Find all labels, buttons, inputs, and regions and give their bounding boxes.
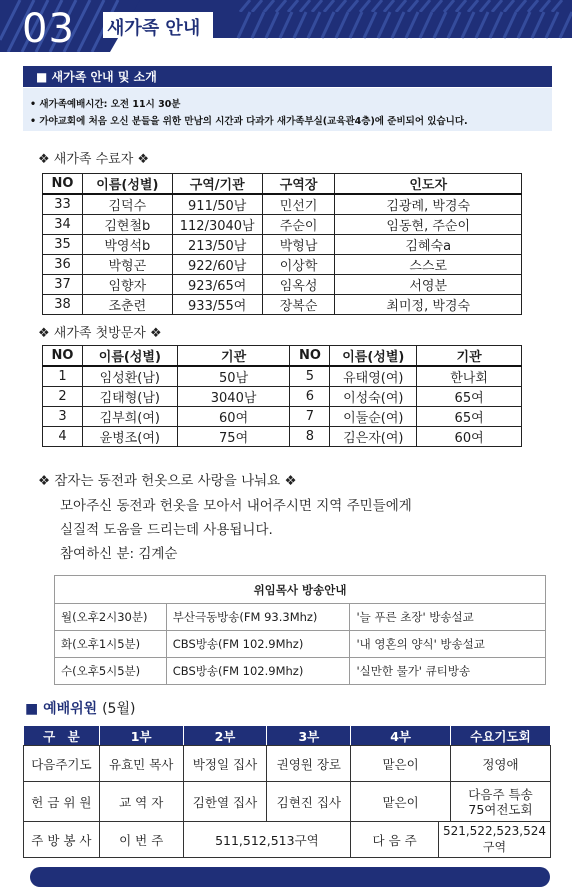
table-cell: 8	[290, 427, 330, 447]
table-cell: 윤병조(여)	[82, 427, 177, 447]
table-cell: 34	[43, 215, 83, 235]
table-cell: 60여	[177, 407, 290, 427]
table-cell: 김태형(남)	[82, 387, 177, 407]
table-cell: 김혜숙a	[335, 235, 522, 255]
table-cell: 33	[43, 194, 83, 215]
table-cell: 2	[43, 387, 83, 407]
table-cell: 75여	[177, 427, 290, 447]
footer-bar	[30, 867, 550, 887]
table-cell: 923/65여	[172, 275, 262, 295]
table-cell: 5	[290, 366, 330, 387]
col-header: NO	[43, 174, 83, 195]
table-cell: 교 역 자	[99, 782, 183, 822]
section-number: 03	[22, 6, 75, 52]
table-cell: 933/55여	[172, 295, 262, 315]
special-song: 다음주 특송	[468, 786, 533, 802]
broadcast-time: 월(오후2시30분)	[55, 604, 167, 631]
table-cell: 권영원 장로	[267, 746, 351, 782]
table-cell: 박영석b	[82, 235, 172, 255]
table-cell: 맡은이	[351, 782, 451, 822]
table-cell: 36	[43, 255, 83, 275]
info-line: • 가야교회에 처음 오신 분들을 위한 만남의 시간과 다과가 새가족부실(교육관4층)에 준비되어 있습니다.	[30, 116, 468, 127]
table-cell: 박정일 집사	[183, 746, 267, 782]
table-cell: 김부희(여)	[82, 407, 177, 427]
table-cell: 65여	[417, 387, 522, 407]
table-cell: 김현철b	[82, 215, 172, 235]
special-song-group: 75여전도회	[468, 801, 533, 817]
table-cell: 유효민 목사	[99, 746, 183, 782]
table-cell: 임향자	[82, 275, 172, 295]
table-cell: 박형곤	[82, 255, 172, 275]
table-cell: 임성환(남)	[82, 366, 177, 387]
row-label: 주 방 봉 사	[24, 822, 100, 858]
col-header: 구역장	[262, 174, 335, 195]
broadcast-station: 부산극동방송(FM 93.3Mhz)	[166, 604, 350, 631]
visitors-title: ❖ 새가족 첫방문자 ❖	[38, 326, 162, 341]
info-heading: ■ 새가족 안내 및 소개	[36, 70, 157, 84]
table-cell: 서영분	[335, 275, 522, 295]
graduates-title: ❖ 새가족 수료자 ❖	[38, 152, 150, 167]
table-cell: 60여	[417, 427, 522, 447]
table-cell: 6	[290, 387, 330, 407]
table-cell: 3040남	[177, 387, 290, 407]
broadcast-table	[54, 575, 546, 685]
col-header: 기관	[177, 346, 290, 367]
col-header: 이름(성별)	[82, 174, 172, 195]
table-cell: 65여	[417, 407, 522, 427]
table-cell: 맡은이	[351, 746, 451, 782]
page-title: 새가족 안내	[107, 18, 201, 39]
graduates-table	[42, 173, 522, 315]
committee-title-text: ■ 예배위원	[25, 701, 98, 717]
table-cell: 922/60남	[172, 255, 262, 275]
table-cell: 유태영(여)	[330, 366, 417, 387]
col-header: 2부	[183, 726, 267, 746]
table-cell: 521,522,523,524구역	[438, 822, 550, 858]
info-line: • 새가족예배시간: 오전 11시 30분	[30, 99, 181, 110]
table-cell: 35	[43, 235, 83, 255]
table-cell: 213/50남	[172, 235, 262, 255]
table-cell: 주순이	[262, 215, 335, 235]
table-cell: 임동현, 주순이	[335, 215, 522, 235]
table-cell: 4	[43, 427, 83, 447]
col-header: 수요기도회	[450, 726, 550, 746]
col-header: NO	[290, 346, 330, 367]
table-cell: 정영애	[450, 746, 550, 782]
header-banner	[0, 0, 572, 52]
col-header: 4부	[351, 726, 451, 746]
committee-table	[23, 725, 551, 858]
broadcast-station: CBS방송(FM 102.9Mhz)	[166, 631, 350, 658]
broadcast-program: '실만한 물가' 큐티방송	[350, 658, 546, 685]
table-cell: 이상학	[262, 255, 335, 275]
offering-line: 참여하신 분: 김계순	[60, 546, 178, 562]
row-label: 헌 금 위 원	[24, 782, 100, 822]
col-header: 기관	[417, 346, 522, 367]
table-cell: 511,512,513구역	[183, 822, 351, 858]
row-label: 다음주기도	[24, 746, 100, 782]
table-cell: 37	[43, 275, 83, 295]
table-cell: 911/50남	[172, 194, 262, 215]
table-cell: 스스로	[335, 255, 522, 275]
broadcast-program: '늘 푸른 초장' 방송설교	[350, 604, 546, 631]
broadcast-program: '내 영혼의 양식' 방송설교	[350, 631, 546, 658]
col-header: 3부	[267, 726, 351, 746]
col-header: NO	[43, 346, 83, 367]
table-cell: 이둘순(여)	[330, 407, 417, 427]
broadcast-time: 화(오후1시5분)	[55, 631, 167, 658]
table-cell: 이 번 주	[99, 822, 183, 858]
offering-line: 실질적 도움을 드리는데 사용됩니다.	[60, 522, 273, 538]
table-cell: 한나회	[417, 366, 522, 387]
visitors-table	[42, 345, 522, 447]
table-cell: 38	[43, 295, 83, 315]
broadcast-title: 위임목사 방송안내	[55, 576, 546, 604]
col-header: 이름(성별)	[330, 346, 417, 367]
table-cell: 민선기	[262, 194, 335, 215]
table-cell: 김광례, 박경숙	[335, 194, 522, 215]
table-cell: 김덕수	[82, 194, 172, 215]
broadcast-time: 수(오후5시5분)	[55, 658, 167, 685]
table-cell: 이성숙(여)	[330, 387, 417, 407]
table-cell	[450, 782, 550, 822]
table-cell: 김은자(여)	[330, 427, 417, 447]
table-cell: 김현진 집사	[267, 782, 351, 822]
table-cell: 장복순	[262, 295, 335, 315]
offering-line: 모아주신 동전과 헌옷을 모아서 내어주시면 지역 주민들에게	[60, 498, 412, 514]
table-cell: 3	[43, 407, 83, 427]
table-cell: 다 음 주	[351, 822, 439, 858]
col-header: 인도자	[335, 174, 522, 195]
col-header: 구 분	[24, 726, 100, 746]
col-header: 이름(성별)	[82, 346, 177, 367]
table-cell: 최미정, 박경숙	[335, 295, 522, 315]
offering-title: ❖ 잠자는 동전과 헌옷으로 사랑을 나눠요 ❖	[38, 473, 297, 489]
table-cell: 50남	[177, 366, 290, 387]
col-header: 1부	[99, 726, 183, 746]
col-header: 구역/기관	[172, 174, 262, 195]
table-cell: 112/3040남	[172, 215, 262, 235]
table-cell: 임옥성	[262, 275, 335, 295]
table-cell: 박형남	[262, 235, 335, 255]
table-cell: 1	[43, 366, 83, 387]
table-cell: 조춘련	[82, 295, 172, 315]
table-cell: 7	[290, 407, 330, 427]
table-cell: 김한열 집사	[183, 782, 267, 822]
committee-title	[25, 698, 135, 718]
broadcast-station: CBS방송(FM 102.9Mhz)	[166, 658, 350, 685]
committee-month: (5월)	[102, 701, 136, 717]
